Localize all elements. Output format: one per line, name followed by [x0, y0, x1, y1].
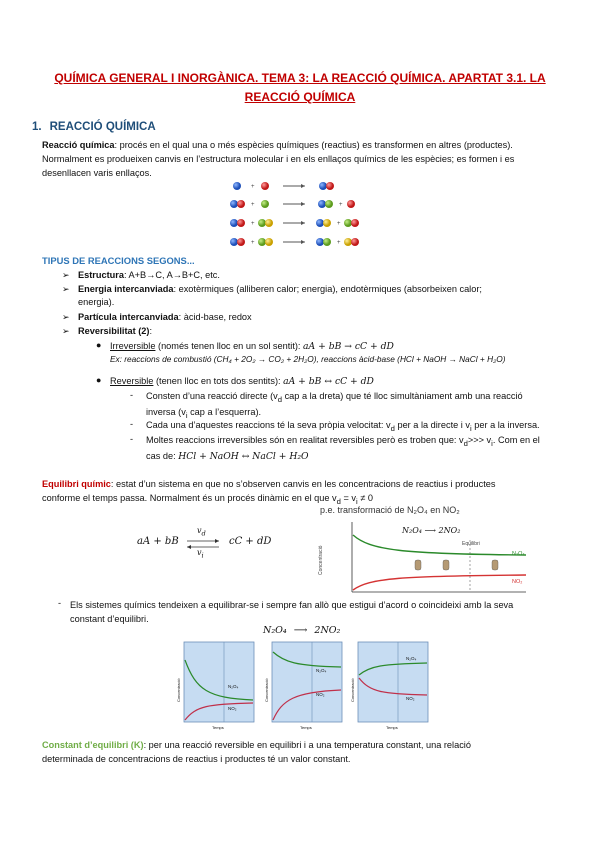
svg-text:+: +	[251, 221, 255, 227]
svg-text:+: +	[339, 202, 343, 208]
equilibrium-sub-d: d	[336, 496, 341, 506]
tendency-paragraph	[70, 598, 558, 626]
definition-text-1: : procés en el qual una o més espècies químiques (reactius) es transformen en altres (productes).	[114, 140, 513, 150]
panel-3-xlabel: Temps	[386, 725, 398, 730]
detail-2-sub-i: i	[469, 423, 472, 433]
equilibrium-equation	[137, 526, 277, 566]
equilibrium-text-2b: = v	[340, 493, 356, 503]
figure-2-panel-2	[264, 640, 344, 735]
bullet-particle	[62, 311, 532, 324]
definition-text-3: desenllacen varis enllaços.	[42, 168, 152, 178]
arrow-bullet-icon: ➢	[62, 326, 70, 336]
panel-2-plot	[264, 640, 344, 735]
definition-term: Reacció química	[42, 140, 115, 150]
irreversible-example: Ex: reaccions de combustió (CH₄ + 2O₂ → CO₂ + 2H₂O), reaccions àcid-base (HCl + NaOH → NaCl + H₂O)	[110, 354, 506, 364]
reversibility-term: Reversibilitat (2)	[78, 326, 150, 336]
structure-term: Estructura	[78, 270, 124, 280]
tendency-text-1: Els sistemes químics tendeixen a equilibrar-se i sempre fan allò que estigui d’acord o coincideixi amb la seva	[70, 600, 514, 610]
irreversible-item	[110, 340, 540, 366]
detail-1-sub-i: i	[185, 410, 188, 420]
eq-right: cC + dD	[229, 536, 272, 547]
figure-1-no2-label: NO₂	[512, 579, 523, 585]
reversible-detail-2	[146, 419, 546, 435]
panel-1-top-label: N₂O₄	[228, 684, 239, 689]
eq-bottom-v	[197, 548, 204, 560]
eq-left: aA + bB	[137, 536, 179, 547]
equilibrium-text-1: : estat d’un sistema en que no s’observen canvis en les concentracions de reactius i productes	[110, 479, 496, 489]
figure-1-reaction: N₂O₄ ⟶ 2NO₂	[402, 526, 461, 535]
arrow-bullet-icon: ➢	[62, 270, 70, 280]
section-number: 1.	[32, 121, 42, 133]
eq-top-v-sub: d	[201, 529, 206, 538]
energy-text-2: energia).	[78, 297, 115, 307]
detail-3-sub-i: i	[491, 438, 493, 448]
detail-2-text-a: Cada una d’aquestes reaccions té la seva pròpia velocitat: v	[146, 420, 391, 430]
dot-bullet-icon: ●	[96, 375, 102, 385]
tendency-text-2: constant d’equilibri.	[70, 614, 149, 624]
reversible-detail-1	[146, 390, 546, 422]
svg-text:+: +	[337, 240, 341, 246]
types-heading: TIPUS DE REACCIONS SEGONS...	[42, 255, 195, 266]
figure-2-panel-3	[350, 640, 430, 735]
figure-2-reactant: N₂O₄	[263, 625, 287, 636]
panel-1-xlabel: Temps	[212, 725, 224, 730]
reversible-text: (tenen lloc en tots dos sentits):	[153, 376, 284, 386]
eq-top-v-letter: v	[197, 526, 202, 535]
detail-3-sub-d: d	[463, 438, 468, 448]
panel-3-top-label: N₂O₄	[406, 656, 417, 661]
particle-term: Partícula intercanviada	[78, 312, 179, 322]
panel-1-bottom-label: NO₂	[228, 706, 237, 711]
row-2	[230, 200, 355, 208]
figure-2-panel-1	[176, 640, 256, 735]
reversible-detail-3	[146, 434, 546, 463]
particle-text: : àcid-base, redox	[178, 312, 252, 322]
irreversible-term: Irreversible	[110, 341, 156, 351]
figure-2-product: 2NO₂	[314, 625, 341, 636]
figure-2-reaction	[263, 625, 340, 636]
svg-text:+: +	[251, 184, 255, 190]
bullet-structure	[62, 269, 532, 282]
dot-bullet-icon: ●	[96, 340, 102, 350]
page-title-line1: QUÍMICA GENERAL I INORGÀNICA. TEMA 3: LA REACCIÓ QUÍMICA. APARTAT 3.1. LA	[54, 71, 546, 85]
detail-1-sub-d: d	[277, 394, 283, 404]
equilibrium-text-2: conforme el temps passa. Normalment és un procés dinàmic en el que v	[42, 493, 337, 503]
eq-top-v	[197, 526, 206, 538]
svg-text:+: +	[251, 202, 255, 208]
figure-2-arrow-icon: ⟶	[293, 625, 308, 636]
detail-1-text-a: Consten d’una reacció directe (v	[146, 391, 278, 401]
bullet-reversibility	[62, 325, 532, 338]
reversible-term: Reversible	[110, 376, 154, 386]
figure-n2o4-equilibrium	[318, 505, 530, 595]
figure-1-product: 2NO₂	[438, 526, 461, 535]
detail-3-text-a: Moltes reaccions irreversibles són en realitat reversibles però es troben que: v	[146, 435, 464, 445]
dash-bullet: -	[58, 598, 62, 608]
definition-paragraph	[42, 138, 558, 180]
detail-2-text-b: per a la directe i v	[394, 420, 470, 430]
dash-bullet: -	[130, 390, 134, 400]
arrow-bullet-icon: ➢	[62, 312, 70, 322]
dash-bullet: -	[130, 419, 134, 429]
panel-3-ylabel: Concentració	[350, 678, 355, 702]
equilibrium-term: Equilibri químic	[42, 479, 111, 489]
constant-text-2: determinada de concentracions de reactius i productes té un valor constant.	[42, 754, 351, 764]
figure-1-n2o4-label: N₂O₄	[512, 551, 525, 557]
panel-2-top-label: N₂O₄	[316, 668, 327, 673]
svg-text:+: +	[251, 240, 255, 246]
arrow-bullet-icon: ➢	[62, 284, 70, 294]
section-heading	[32, 121, 156, 133]
constant-term: Constant d’equilibri (K)	[42, 740, 144, 750]
definition-text-2: Normalment es produeixen canvis en l’estructura molecular i en els enllaços químics de les espècies; es formen i es	[42, 154, 515, 164]
panel-1-plot	[176, 640, 256, 735]
equilibrium-sub-i: i	[356, 496, 358, 506]
panel-1-ylabel: Concentració	[176, 678, 181, 702]
detail-1-text-c: inversa (v	[146, 406, 186, 417]
panel-2-xlabel: Temps	[300, 725, 312, 730]
structure-text: : A+B→C, A→B+C, etc.	[123, 270, 220, 280]
dash-bullet: -	[130, 434, 134, 444]
detail-3-text-b: >>> v	[467, 435, 492, 445]
detail-1-text-d: cap a l’esquerra).	[187, 406, 262, 417]
irreversible-equation: aA + bB → cC + dD	[303, 341, 394, 352]
detail-2-sub-d: d	[390, 423, 395, 433]
detail-2-text-c: per a la inversa.	[471, 420, 540, 430]
reversible-equation: aA + bB ↔ cC + dD	[283, 376, 374, 387]
panel-3-plot	[350, 640, 430, 735]
energy-term: Energia intercanviada	[78, 284, 174, 294]
molecule-illustration	[220, 180, 380, 248]
page-title-line2: REACCIÓ QUÍMICA	[244, 90, 356, 104]
bullet-energy	[62, 283, 532, 309]
eq-bottom-v-letter: v	[197, 548, 202, 557]
irreversible-text: (només tenen lloc en un sol sentit):	[155, 341, 304, 351]
constant-paragraph	[42, 738, 558, 766]
detail-3-text-d: cas de:	[146, 450, 179, 461]
row-1	[233, 182, 334, 190]
equilibrium-text-2c: ≠ 0	[357, 493, 373, 503]
panel-3-bottom-label: NO₂	[406, 696, 415, 701]
detail-3-text-c: . Com en el	[492, 435, 540, 445]
row-3	[230, 219, 359, 227]
reversibility-text: :	[149, 326, 153, 336]
detail-3-equation: HCl + NaOH ↔ NaCl + H₂O	[178, 450, 309, 462]
energy-text-1: : exotèrmiques (alliberen calor; energia), endotèrmiques (absorbeixen calor;	[173, 284, 482, 294]
detail-1-text-b: cap a la dreta) que té lloc simultàniament amb una reacció	[282, 391, 523, 401]
section-title: REACCIÓ QUÍMICA	[49, 121, 156, 133]
constant-text-1: : per una reacció reversible en equilibri i a una temperatura constant, una relació	[143, 740, 471, 750]
svg-text:+: +	[337, 221, 341, 227]
eq-bottom-v-sub: i	[201, 551, 204, 560]
row-4	[230, 238, 359, 246]
reversible-item	[110, 375, 540, 388]
figure-1-caption: p.e. transformació de N₂O₄ en NO₂	[320, 505, 460, 515]
figure-1-ylabel: Concentració	[318, 545, 324, 575]
panel-2-bottom-label: NO₂	[316, 692, 325, 697]
panel-2-ylabel: Concentració	[264, 678, 269, 702]
figure-1-equilibrium-label: Equilibri	[462, 541, 480, 547]
figure-1-reactant: N₂O₄	[402, 526, 422, 535]
